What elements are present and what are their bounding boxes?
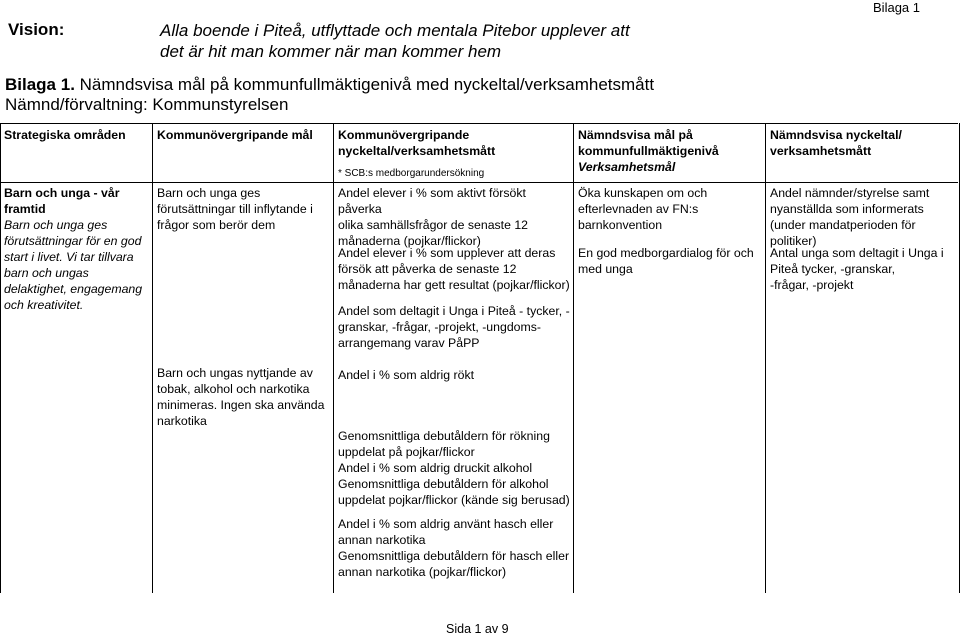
header-line: verksamhetsmått — [770, 144, 872, 158]
header-line: Kommunövergripande — [338, 128, 470, 142]
goal-line: Barn och unga ges — [157, 186, 261, 200]
column-header-overall-metrics — [338, 127, 495, 180]
metric-line: olika samhällsfrågor de senaste 12 — [338, 218, 529, 232]
overall-goal-substances — [157, 365, 331, 429]
metric-never-smoked — [338, 367, 572, 383]
metric-line: uppdelat på pojkar/flickor — [338, 445, 475, 459]
strategic-area — [4, 185, 150, 313]
title-prefix: Bilaga 1. — [5, 75, 75, 94]
metric-line: Genomsnittliga debutåldern för alkohol — [338, 477, 549, 491]
goal-line: En god medborgardialog för och — [578, 246, 754, 260]
metric-line: Genomsnittliga debutåldern för rökning — [338, 429, 550, 443]
column-header-strategic-areas: Strategiska områden — [4, 128, 126, 142]
metric-line: uppdelat pojkar/flickor (kände sig berusad) — [338, 493, 570, 507]
header-line: Nämndsvisa nyckeltal/ — [770, 128, 902, 142]
vision-label: Vision: — [8, 20, 65, 39]
metric-line: politiker) — [770, 234, 817, 248]
metric-narcotics — [338, 516, 572, 580]
metric-influence-results — [338, 245, 572, 293]
metric-line: månaderna (pojkar/flickor) — [338, 234, 481, 248]
goal-line: efterlevnaden av FN:s — [578, 202, 699, 216]
metric-debut-ages — [338, 428, 572, 508]
department-line: Nämnd/förvaltning: Kommunstyrelsen — [5, 95, 289, 114]
goal-line: förutsättningar till inflytande i — [157, 202, 313, 216]
header-line: Verksamhetsmål — [578, 160, 676, 174]
metric-line: Andel elever i % som aktivt försökt påverka — [338, 186, 526, 216]
metric-line: Antal unga som deltagit i Unga i — [770, 246, 944, 260]
goal-line: minimeras. Ingen ska använda — [157, 398, 325, 412]
header-line: nyckeltal/verksamhetsmått — [338, 144, 496, 158]
metric-line: Andel elever i % som upplever att deras — [338, 246, 556, 260]
goal-line: Barn och ungas nyttjande av — [157, 366, 313, 380]
metric-line: -frågar, -projekt — [770, 278, 854, 292]
column-divider — [333, 123, 334, 593]
column-header-overall-goals: Kommunövergripande mål — [157, 128, 313, 142]
metric-line: månaderna har gett resultat (pojkar/flickor) — [338, 278, 570, 292]
goal-line: Öka kunskapen om och — [578, 186, 708, 200]
area-description: start i livet. Vi tar tillvara — [4, 250, 134, 264]
goal-line: frågor som berör dem — [157, 218, 276, 232]
metric-line: nyanställda som informerats — [770, 202, 924, 216]
area-title: framtid — [4, 202, 46, 216]
header-row-border — [0, 182, 958, 183]
metric-line: granskar, -frågar, -projekt, -ungdoms- — [338, 320, 541, 334]
attachment-label: Bilaga 1 — [873, 0, 920, 15]
area-description: Barn och unga ges — [4, 218, 108, 232]
metric-line: försök att påverka de senaste 12 — [338, 262, 517, 276]
metric-influence-attempts — [338, 185, 572, 249]
vision-line: Alla boende i Piteå, utflyttade och mentala Pitebor upplever att — [160, 21, 630, 40]
page-number: Sida 1 av 9 — [446, 622, 509, 636]
header-line: Nämndsvisa mål på — [578, 128, 693, 142]
metric-line: Genomsnittliga debutåldern för hasch eller — [338, 549, 570, 563]
goal-line: narkotika — [157, 414, 207, 428]
metric-line: Andel i % som aldrig rökt — [338, 368, 475, 382]
vision-statement — [160, 20, 660, 62]
metric-line: arrangemang varav PåPP — [338, 336, 480, 350]
committee-goal-dialogue — [578, 245, 764, 277]
metric-line: (under mandatperioden för — [770, 218, 916, 232]
metric-line: Andel som deltagit i Unga i Piteå - tycker, - — [338, 304, 570, 318]
committee-metric-informed — [770, 185, 956, 249]
metric-line: annan narkotika — [338, 533, 426, 547]
metric-participation — [338, 303, 572, 351]
vision-line: det är hit man kommer när man kommer hem — [160, 42, 502, 61]
area-description: och kreativitet. — [4, 298, 84, 312]
table-top-border — [0, 123, 958, 124]
area-title: Barn och unga - vår — [4, 186, 120, 200]
area-description: förutsättningar för en god — [4, 234, 142, 248]
document-title — [5, 74, 654, 95]
metric-line: Andel i % som aldrig druckit alkohol — [338, 461, 533, 475]
metric-line: annan narkotika (pojkar/flickor) — [338, 565, 507, 579]
overall-goal-influence — [157, 185, 331, 233]
column-header-committee-metrics — [770, 127, 902, 159]
survey-footnote: * SCB:s medborgarundersökning — [338, 168, 485, 179]
goal-line: tobak, alkohol och narkotika — [157, 382, 310, 396]
area-description: delaktighet, engagemang — [4, 282, 143, 296]
area-description: barn och ungas — [4, 266, 89, 280]
title-text: Nämndsvisa mål på kommunfullmäktigenivå med nyckeltal/verksamhetsmått — [74, 75, 655, 94]
metric-line: Andel i % som aldrig använt hasch eller — [338, 517, 554, 531]
column-divider — [152, 123, 153, 593]
column-divider — [573, 123, 574, 593]
committee-goal-convention — [578, 185, 764, 233]
column-header-committee-goals — [578, 127, 719, 175]
goal-line: med unga — [578, 262, 633, 276]
column-divider — [765, 123, 766, 593]
header-line: kommunfullmäktigenivå — [578, 144, 719, 158]
committee-metric-participants — [770, 245, 956, 293]
metric-line: Andel nämnder/styrelse samt — [770, 186, 930, 200]
metric-line: Piteå tycker, -granskar, — [770, 262, 896, 276]
goal-line: barnkonvention — [578, 218, 663, 232]
